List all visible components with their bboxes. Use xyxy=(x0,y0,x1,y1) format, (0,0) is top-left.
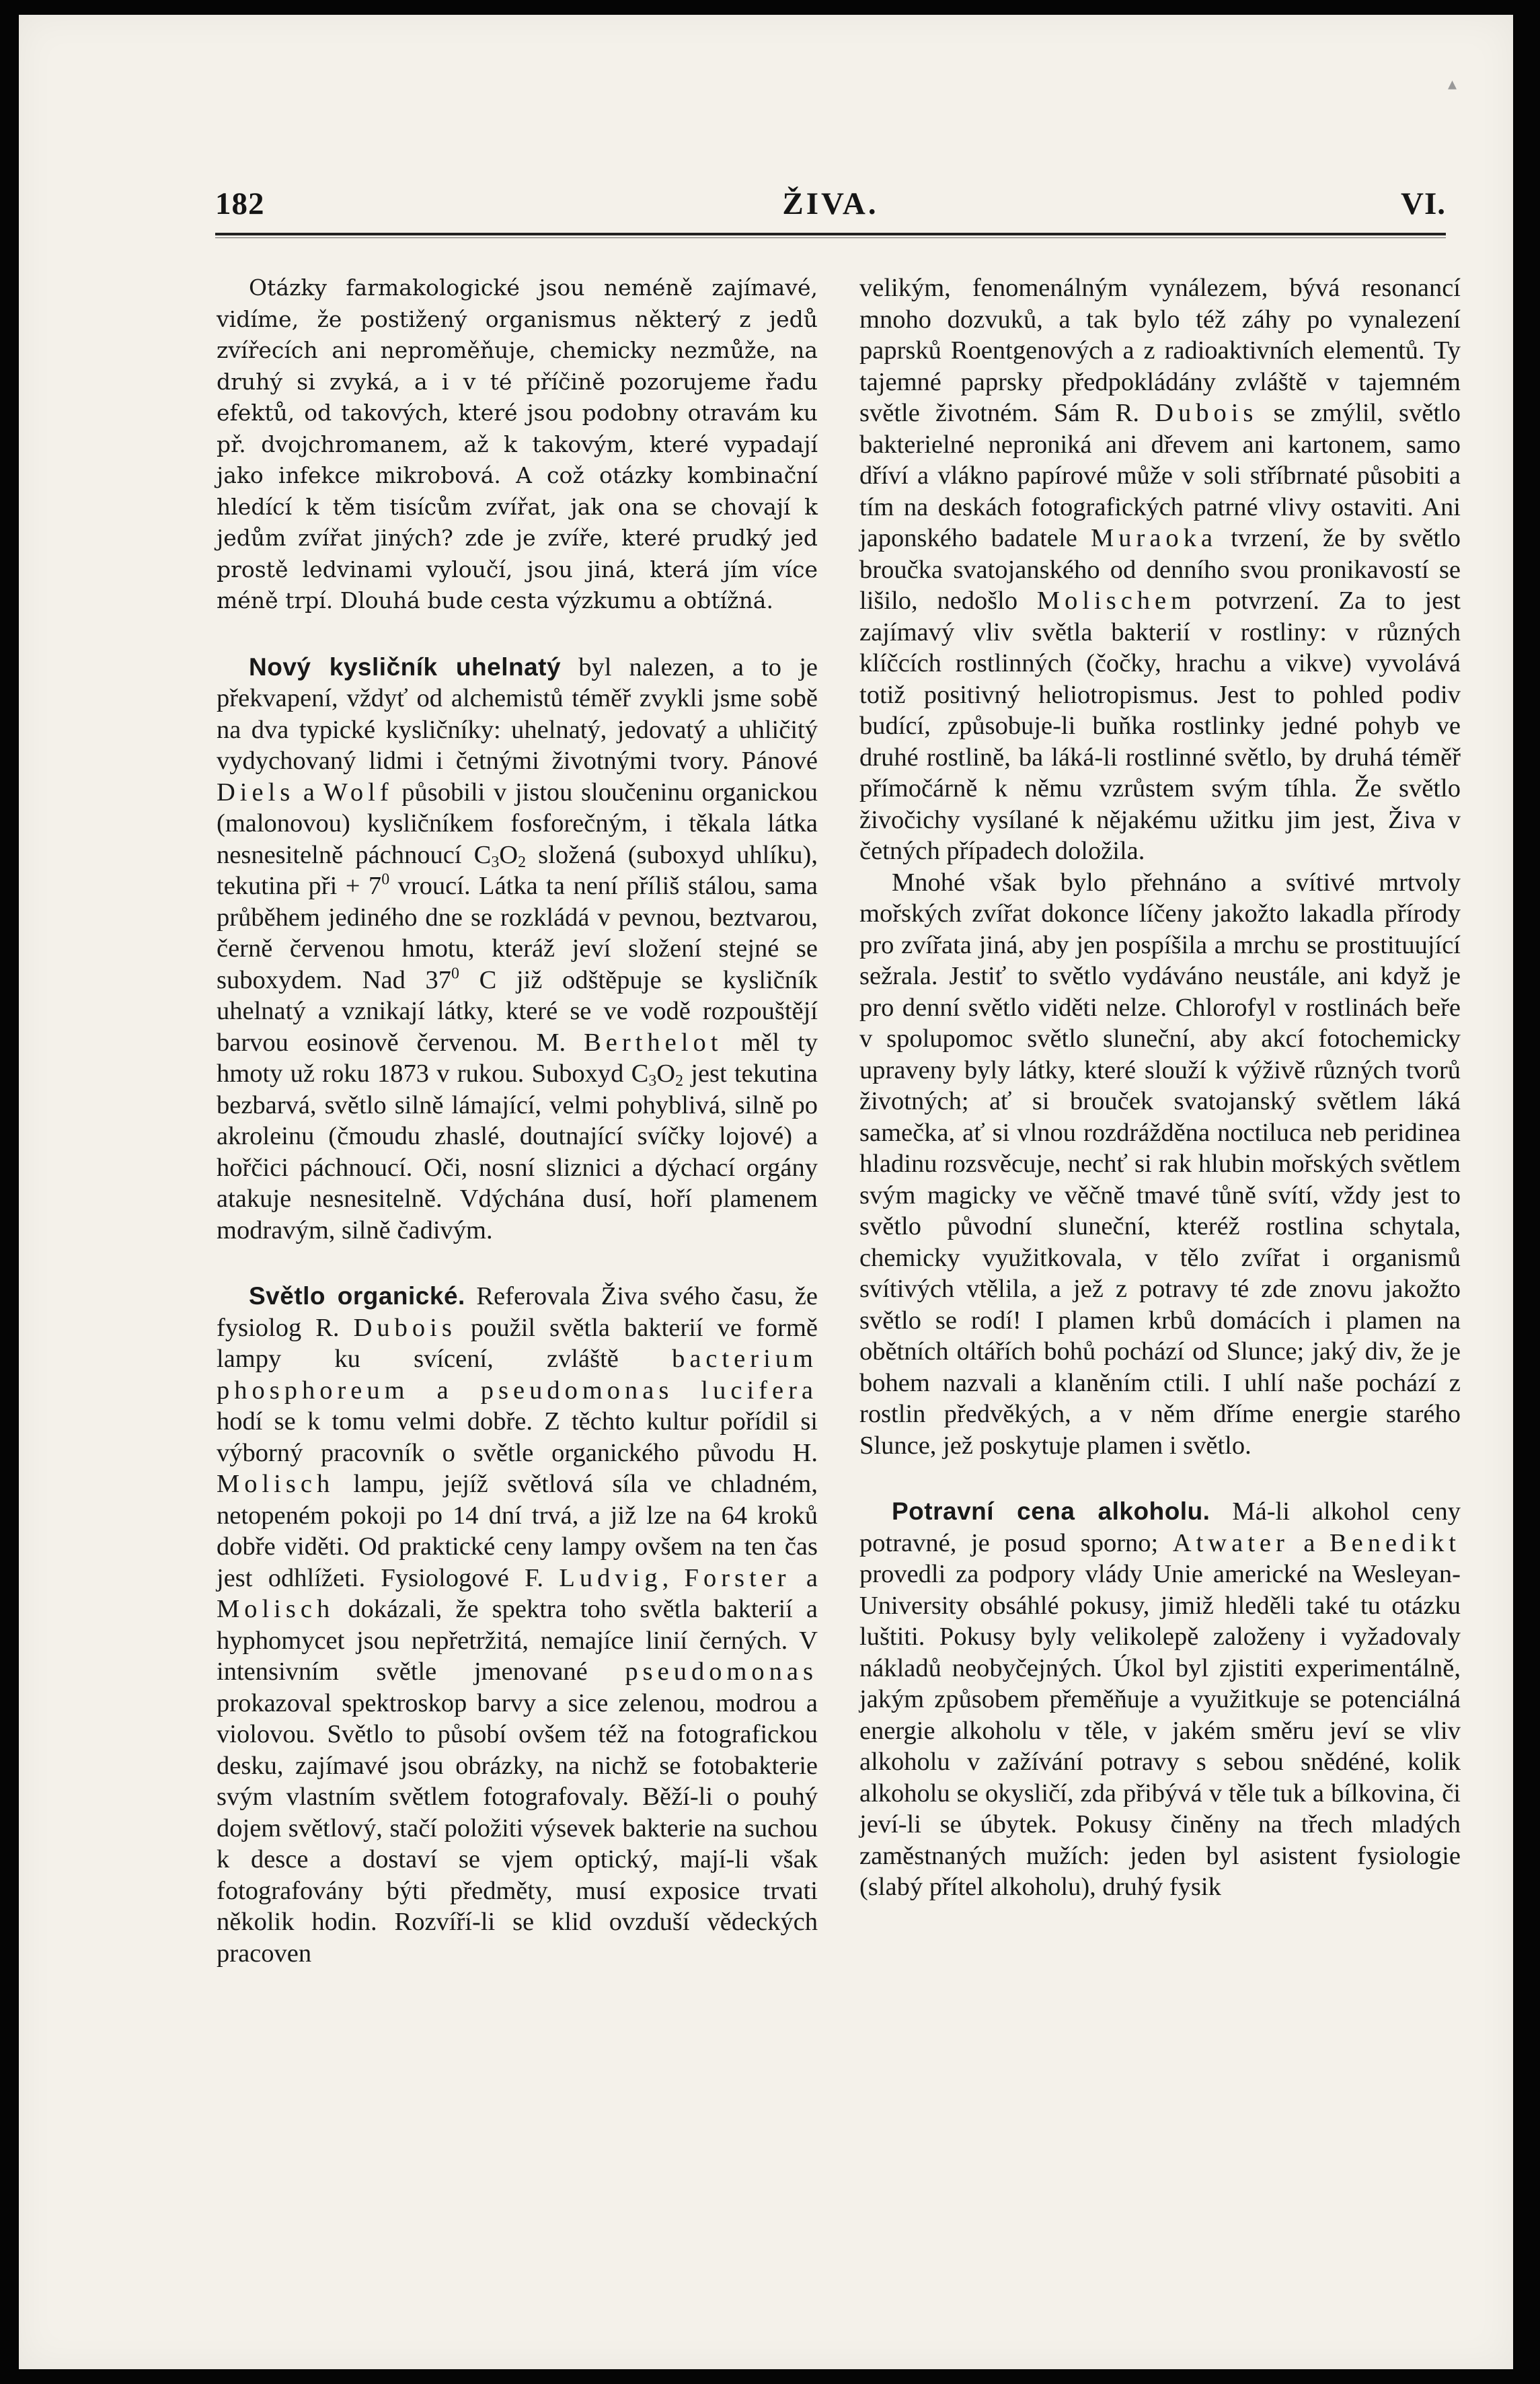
paragraph-gap xyxy=(217,1246,818,1281)
text-run: vroucí. Látka ta není příliš stálou, sama průběhem jediného dne se rozkládá v pevnou, beztvarou, černě červenou hmotu, kteráž jeví složení stejné se suboxydem. Nad 37 xyxy=(217,872,818,994)
scan-mark-icon: ▴ xyxy=(1448,74,1457,94)
name-molisch: Molisch xyxy=(217,1470,335,1498)
name-dubois: Dubois xyxy=(1155,399,1258,427)
page-number: 182 xyxy=(215,186,265,221)
paragraph-luminous-animals: Mnohé však bylo přehnáno a svítivé mrtvoly mořských zvířat dokonce líčeny jakožto lakadla přírody pro zvířata jiná, aby jen pospíšila a mrchu se prostituující sežrala. Jestiť to světlo vydáváno neustále, ani když je pro denní světlo viděti nelze. Chlorofyl v rostlinách beře v spolupomoc světlo sluneční, aby akcí fotochemicky upraveny byly látky, které slouží k výživě různých tvorů životných; ať si brouček svatojanský světlem láká samečka, ať si vlnou rozdrážděna noctiluca neb peridinea hladinu rozsvěcuje, nechť si rak hlubin mořských světlem svým magicky ve věčně tmavé tůně svítí, vždy jest to světlo původní sluneční, kteréž rostlina schytala, chemicky využitkovala, v tělo zvířat i organismů svítivých vtělila, a jež z potravy té zde znovu jakožto světlo se rodí! I plamen krbů domácích i plamen na obětních oltářích bohů pochází od Slunce; jaký div, že je bohem nazvali a klaněním ctili. I uhlí naše pochází z rostlin předvěkých, a v něm dříme energie starého Slunce, jež poskytuje plamen i světlo. xyxy=(859,868,1461,1460)
text-run: tvrzení, že by světlo broučka svatojanského od denního svou pronikavostí se lišilo, nedošlo xyxy=(859,524,1461,615)
name-diels: Diels xyxy=(217,778,295,807)
formula-part: O xyxy=(499,840,518,869)
text-run: jest tekutina bezbarvá, světlo silně lámající, velmi pohyblivá, silně po akroleinu (čmoudu zhaslé, doutnající svíčky lojové) a hořčici páchnoucí. Oči, nosní sliznici a dýchací orgány atakuje nesnesitelně. Vdýchána dusí, hoří plamenem modravým, silně čadivým. xyxy=(217,1059,818,1244)
text-run: hodí se k tomu velmi dobře. Z těchto kultur pořídil si výborný pracovník o světle organického původu H. xyxy=(217,1407,818,1467)
text-run: dokázali, že spektra toho světla bakterií a hyphomycet jsou nepřetržitá, nemajíce linií černých. V intensivním světle jmenované xyxy=(217,1595,818,1686)
formula-subscript: 3 xyxy=(491,853,500,871)
name-ludvig: Ludvig xyxy=(559,1563,662,1592)
header-rule xyxy=(215,233,1446,238)
text-run: působili v jistou sloučeninu organickou (malonovou) kysličníkem fosforečným, i těkala látka nesnesitelně páchnoucí xyxy=(217,778,818,869)
left-column xyxy=(217,272,818,2237)
formula-subscript: 2 xyxy=(675,1072,684,1090)
species-names: bacterium phosphoreum a pseudomonas lucifera xyxy=(217,1345,818,1405)
text-run: použil světla bakterií ve formě lampy ku svícení, zvláště xyxy=(217,1313,818,1373)
paragraph-carbon-suboxide xyxy=(217,652,818,1246)
name-dubois: Dubois xyxy=(353,1313,457,1342)
text-run: , xyxy=(662,1563,685,1592)
formula-part: O xyxy=(656,1059,676,1088)
name-forster: Forster xyxy=(684,1563,791,1592)
degree-mark: 0 xyxy=(381,870,390,889)
formula-subscript: 2 xyxy=(518,853,527,871)
degree-mark: 0 xyxy=(451,965,459,983)
paragraph-organic-light xyxy=(217,1281,818,1969)
text-run: provedli za podpory vlády Unie americké na Wesleyan-University obsáhlé pokusy, jimiž hleděli také tu otázku luštiti. Pokusy byly velikolepě založeny i vyžadovaly nákladů neobyčejných. Úkol byl zjistiti experimentálně, jakým způsobem přeměňuje a využitkuje se potenciálná energie alkoholu v těle, v jakém směru jeví se vliv alkoholu v zažívání potravy s sebou snědéné, kolik alkoholu se okysličí, zda přibývá v těle tuk a bílkovina, či jeví-li se úbytek. Pokusy činěny na třech mladých zaměstnaných mužích: jeden byl asistent fysiologie (slabý přítel alkoholu), druhý fysik xyxy=(859,1560,1461,1901)
text-run: měl ty hmoty už roku 1873 v rukou. Suboxyd xyxy=(217,1028,818,1088)
text-run: Referovala Živa svého času, že fysiolog R. xyxy=(217,1282,818,1342)
running-header xyxy=(215,186,1446,233)
paragraph-alcohol xyxy=(859,1496,1461,1903)
formula-part: C xyxy=(631,1059,649,1088)
name-berthelot: Berthelot xyxy=(584,1028,723,1057)
text-run: byl nalezen, a to je překvapení, vždyť od alchemistů téměř zvykli jsme sobě na dva typické kysličníky: uhelnatý, jedovatý a uhličitý vydychovaný lidmi i četnými životnými tvory. Pánové xyxy=(217,653,818,775)
name-muraoka: Muraoka xyxy=(1091,524,1218,552)
species-name-pseudomonas: pseudomonas xyxy=(625,1657,818,1686)
name-molisch: Molischem xyxy=(1036,587,1196,615)
formula-c3o2 xyxy=(474,841,526,869)
text-run: Má-li alkohol ceny potravné, je posud sporno; xyxy=(859,1497,1461,1557)
text-run: a xyxy=(790,1563,818,1592)
paragraph-gap xyxy=(859,1461,1461,1496)
text-run: C již odštěpuje se kysličník uhelnatý a vznikají látky, které se ve vodě rozpouštějí barvou eosinově červenou. M. xyxy=(217,965,818,1057)
section-title-alcohol: Potravní cena alkoholu. xyxy=(892,1497,1210,1525)
paragraph-gap xyxy=(217,617,818,652)
name-atwater: Atwater xyxy=(1172,1528,1289,1557)
text-run: složená (suboxyd uhlíku), tekutina při + 7 xyxy=(217,840,818,900)
formula-subscript: 3 xyxy=(648,1072,657,1090)
text-run: a xyxy=(295,778,323,807)
formula-c3o2 xyxy=(631,1059,683,1088)
volume-number: VI. xyxy=(1401,186,1446,221)
text-run: se zmýlil, světlo bakterielné neproniká ani dřevem ani kartonem, samo dříví a vlákno papírové může v soli stříbrnaté působiti a tím na deskách fotografických patrné vlivy ostaviti. Ani japonského badatele xyxy=(859,399,1461,552)
text-run: lampu, jejíž světlová síla ve chladném, netopeném pokoji po 14 dní trvá, a již lze na 64 kroků dobře viděti. Od praktické ceny lampy ovšem na ten čas jest odhlížeti. Fysiologové F. xyxy=(217,1470,818,1592)
text-run: prokazoval spektroskop barvy a sice zelenou, modrou a violovou. Světlo to působí ovšem též na fotografickou desku, zajímavé jsou obrázky, na nichž se fotobakterie svým vlastním světlem fotografovaly. Běží-li o pouhý dojem světlový, stačí položiti výsevek bakterie na suchou k desce a dostaví se vjem optický, mají-li však fotografovány býti předměty, musí exposice trvati několik hodin. Rozvíří-li se klid ovzduší vědeckých pracoven xyxy=(217,1688,818,1968)
text-run: velikým, fenomenálným vynálezem, bývá resonancí mnoho dozvuků, a tak bylo též záhy po vynalezení paprsků Roentgenových a z radioaktivních elementů. Ty tajemné paprsky předpokládány zvláště v tajemném světle životném. Sám R. xyxy=(859,274,1461,427)
journal-title: ŽIVA. xyxy=(782,186,879,221)
right-column xyxy=(859,272,1461,2237)
paragraph-organic-light-continued xyxy=(859,272,1461,867)
section-title-carbon-suboxide: Nový kysličník uhelnatý xyxy=(249,653,562,681)
text-run: potvrzení. Za to jest zajímavý vliv světla bakterií v rostliny: v různých klíčcích rostlinných (čočky, hrachu a vikve) vyvolává totiž positivný heliotropismus. Jest to pohled podiv budící, způsobuje-li buňka rostlinky jedné pohyb ve druhé rostlině, ba láká-li rostlinné světlo, by druhá téměř přímočárně k němu vzrůstem svým tíhla. Že světlo živočichy vysílané k nějakému užitku jim jest, Živa v četných případech doložila. xyxy=(859,587,1461,865)
text-run: a xyxy=(1288,1528,1330,1557)
name-wolf: Wolf xyxy=(323,778,393,807)
name-benedikt: Benedikt xyxy=(1330,1528,1461,1557)
paragraph-pharmacology: Otázky farmakologické jsou neméně zajímavé, vidíme, že postižený organismus některý z jedů zvířecích ani neproměňuje, chemicky nezmůže, na druhý si zvyká, a i v té příčině pozorujeme řadu efektů, od takových, které jsou podobny otravám ku př. dvojchromanem, až k takovým, které vypadají jako infekce mikrobová. A což otázky kombinační hledící k těm tisícům zvířat, jak ona se chovají k jedům zvířat jiných? zde je zvíře, které prudký jed prostě ledvinami vyloučí, jsou jiná, která jím více méně trpí. Dlouhá bude cesta výzkumu a obtížná. xyxy=(217,274,818,613)
name-molisch: Molisch xyxy=(217,1595,335,1623)
section-title-organic-light: Světlo organické. xyxy=(249,1282,465,1310)
formula-part: C xyxy=(473,840,492,869)
